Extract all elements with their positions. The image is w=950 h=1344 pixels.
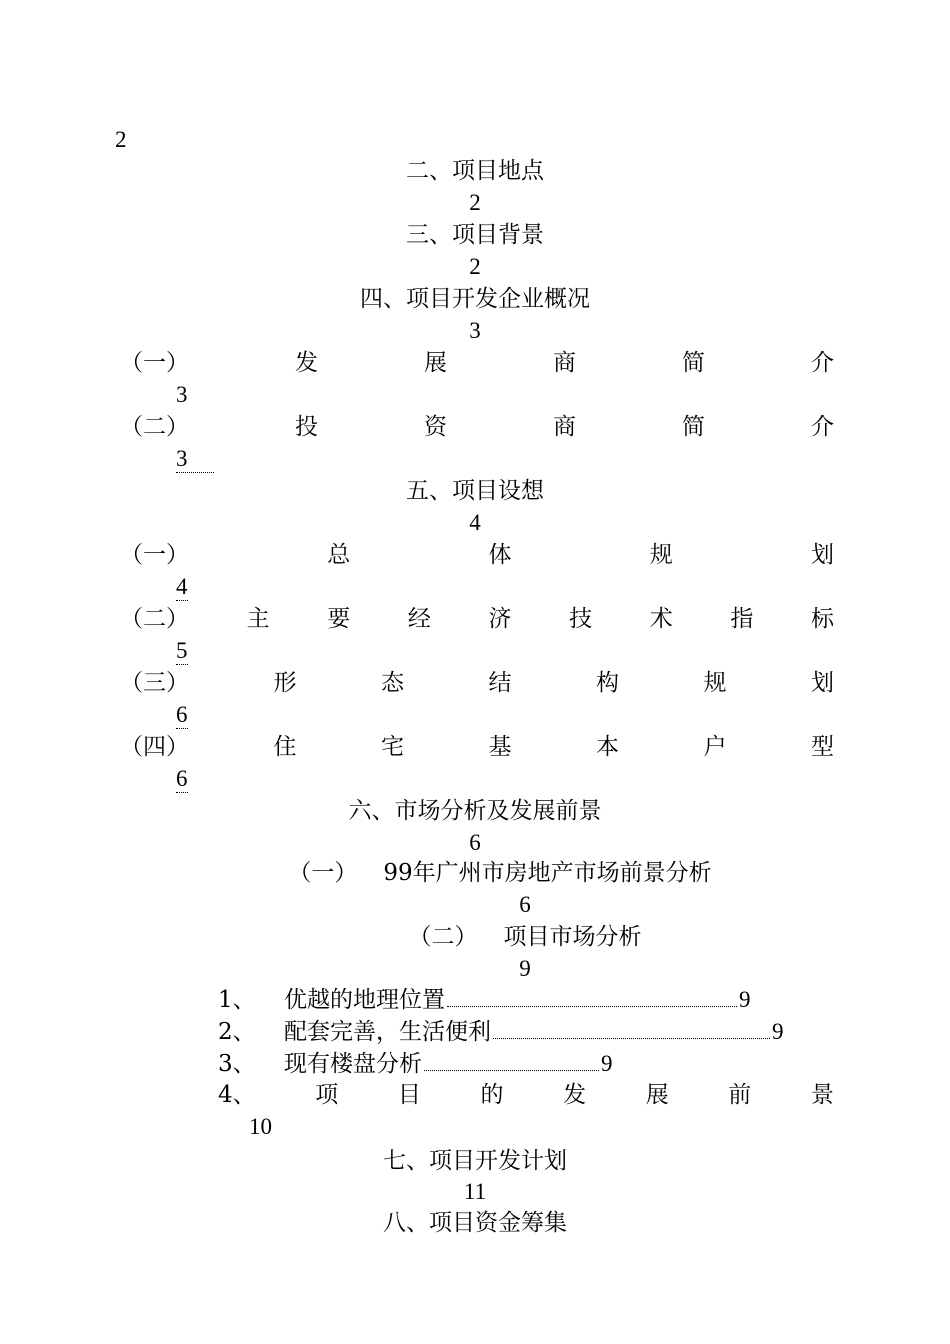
- toc-char: 术: [649, 606, 673, 632]
- toc-char: 目: [397, 1082, 421, 1108]
- toc-entry-title[interactable]: 三、项目背景: [406, 222, 544, 248]
- toc-entry-justified[interactable]: [120, 731, 834, 763]
- toc-char: 户: [703, 734, 727, 760]
- toc-entry-title[interactable]: 四、项目开发企业概况: [360, 286, 590, 312]
- toc-entry-title[interactable]: 二、项目地点: [406, 158, 544, 184]
- toc-char: 住: [273, 734, 297, 760]
- toc-item-number: 3、: [218, 1051, 256, 1077]
- toc-page-number[interactable]: 5: [176, 638, 188, 663]
- toc-page-number-wrap: [176, 763, 188, 795]
- toc-entry-text: 项目市场分析: [503, 924, 642, 950]
- toc-char: 主: [246, 606, 270, 632]
- toc-page-number: 9: [601, 1051, 613, 1076]
- toc-item-leader[interactable]: [218, 984, 751, 1016]
- toc-entry-marker: （二）: [120, 414, 189, 440]
- toc-page-number: 2: [469, 254, 481, 279]
- toc-page-number: 9: [739, 987, 751, 1012]
- toc-item-number: 2、: [218, 1019, 256, 1045]
- toc-page-number: 10: [249, 1114, 272, 1139]
- toc-char: 型: [811, 734, 834, 760]
- toc-char: 经: [407, 606, 431, 632]
- toc-entry-sub[interactable]: [0, 921, 950, 953]
- toc-entry-title[interactable]: 五、项目设想: [406, 478, 544, 504]
- toc-page-number[interactable]: 6: [176, 766, 188, 791]
- toc-char: 的: [480, 1082, 504, 1108]
- toc-page-number[interactable]: 4: [176, 574, 188, 599]
- toc-entry-title[interactable]: 六、市场分析及发展前景: [348, 798, 602, 824]
- toc-char: 结: [488, 670, 512, 696]
- toc-char: 规: [703, 670, 727, 696]
- toc-page-number: 9: [772, 1019, 784, 1044]
- toc-char: 体: [488, 542, 512, 568]
- toc-entry-marker: （一）: [288, 860, 358, 886]
- toc-char: 商: [553, 414, 576, 440]
- dot-leader: [447, 984, 737, 1007]
- dot-leader: [493, 1016, 770, 1039]
- toc-char: 要: [327, 606, 351, 632]
- toc-page-number[interactable]: 6: [176, 702, 188, 727]
- toc-item-number: 4、: [218, 1082, 256, 1108]
- toc-page-number: 4: [469, 510, 481, 535]
- toc-char: 态: [381, 670, 404, 696]
- toc-entry-marker: （三）: [120, 670, 189, 696]
- toc-char: 规: [649, 542, 673, 568]
- toc-entry-justified[interactable]: [120, 539, 834, 571]
- toc-page-number: 2: [115, 127, 127, 152]
- toc-char: 景: [810, 1082, 834, 1108]
- toc-char: 指: [730, 606, 754, 632]
- dot-leader: [424, 1048, 599, 1071]
- toc-entry-text: 99年广州市房地产市场前景分析: [383, 860, 712, 886]
- toc-char: 展: [424, 350, 447, 376]
- toc-page-number: 11: [463, 1179, 487, 1204]
- toc-page-number: 6: [469, 830, 481, 855]
- toc-item-number: 1、: [218, 987, 256, 1013]
- toc-entry-marker: （二）: [120, 606, 189, 632]
- toc-char: 投: [295, 414, 318, 440]
- toc-char: 介: [811, 350, 834, 376]
- toc-page-number: 6: [519, 892, 531, 917]
- toc-entry-marker: （四）: [120, 734, 189, 760]
- toc-page-number-wrap: [176, 699, 188, 731]
- toc-page-number[interactable]: 3: [176, 446, 214, 473]
- toc-page-number: 2: [469, 190, 481, 215]
- toc-char: 划: [811, 542, 834, 568]
- toc-char: 形: [273, 670, 297, 696]
- toc-entry-justified[interactable]: [120, 667, 834, 699]
- toc-char: 本: [596, 734, 619, 760]
- toc-char: 标: [811, 606, 834, 632]
- toc-char: 总: [327, 542, 351, 568]
- toc-char: 展: [645, 1082, 669, 1108]
- toc-char: 宅: [381, 734, 404, 760]
- toc-entry-title[interactable]: 八、项目资金筹集: [383, 1210, 567, 1236]
- toc-char: 构: [596, 670, 619, 696]
- toc-item-text: 优越的地理位置: [284, 987, 445, 1013]
- toc-page-number-wrap: [176, 635, 188, 667]
- toc-char: 济: [488, 606, 512, 632]
- toc-item-leader[interactable]: [218, 1016, 784, 1048]
- toc-char: 资: [424, 414, 447, 440]
- toc-item-text: 现有楼盘分析: [284, 1051, 422, 1077]
- toc-char: 前: [728, 1082, 752, 1108]
- toc-entry-justified[interactable]: [120, 603, 834, 635]
- toc-page-number-wrap: [176, 571, 188, 603]
- toc-page-number: 9: [519, 956, 531, 981]
- toc-char: 基: [488, 734, 512, 760]
- toc-page-number-wrap: [176, 443, 214, 475]
- toc-entry-justified[interactable]: [120, 347, 834, 379]
- toc-char: 商: [553, 350, 576, 376]
- toc-entry-marker: （二）: [408, 924, 478, 950]
- toc-char: 技: [569, 606, 593, 632]
- toc-item-text: 配套完善，生活便利: [284, 1019, 491, 1045]
- toc-char: 介: [811, 414, 834, 440]
- toc-char: 发: [295, 350, 318, 376]
- toc-char: 发: [563, 1082, 587, 1108]
- toc-char: 简: [682, 350, 705, 376]
- toc-entry-title[interactable]: 七、项目开发计划: [383, 1148, 567, 1174]
- toc-page-number: 3: [176, 382, 188, 407]
- toc-entry-justified[interactable]: [120, 411, 834, 443]
- toc-item-leader[interactable]: [218, 1048, 613, 1080]
- toc-char: 简: [682, 414, 705, 440]
- toc-entry-marker: （一）: [120, 350, 189, 376]
- toc-char: 划: [811, 670, 834, 696]
- toc-entry-marker: （一）: [120, 542, 189, 568]
- toc-page-number: 3: [469, 318, 481, 343]
- toc-entry-justified[interactable]: [218, 1079, 834, 1111]
- toc-char: 项: [315, 1082, 339, 1108]
- toc-entry-sub[interactable]: [0, 857, 950, 889]
